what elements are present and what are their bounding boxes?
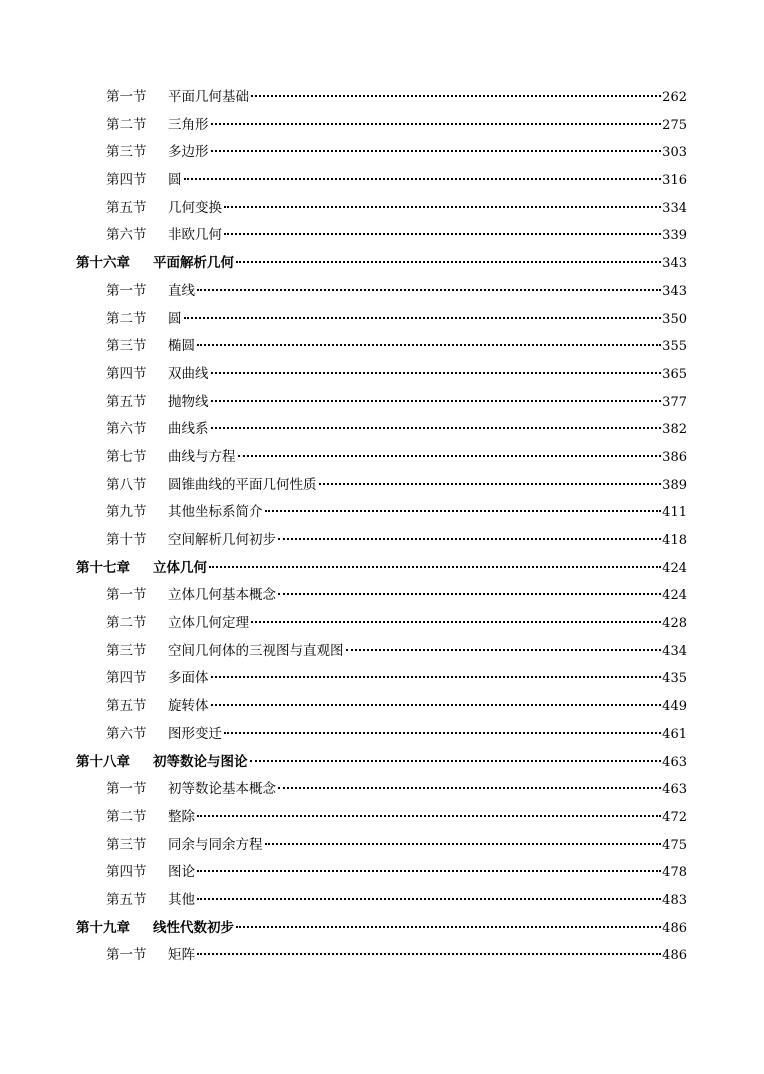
- section-title: 立体几何基本概念: [168, 587, 276, 604]
- chapter-title: 平面解析几何: [153, 255, 234, 272]
- page-number: 365: [662, 366, 687, 382]
- section-number: 第一节: [106, 282, 147, 299]
- section-number: 第八节: [106, 476, 147, 493]
- page-number: 418: [662, 533, 687, 548]
- page-number: 350: [662, 311, 687, 327]
- dot-leader: [265, 843, 662, 845]
- toc-section-entry[interactable]: [0, 665, 764, 693]
- section-number: 第四节: [106, 172, 147, 189]
- toc-section-entry[interactable]: [0, 527, 764, 555]
- section-title: 空间几何体的三视图与直观图: [168, 642, 344, 659]
- section-number: 第一节: [106, 587, 147, 604]
- page-number: 424: [662, 560, 687, 576]
- section-number: 第七节: [106, 448, 147, 465]
- dot-leader: [224, 233, 661, 235]
- dot-leader: [197, 953, 661, 955]
- section-number: 第五节: [106, 199, 147, 216]
- page-number: 389: [662, 477, 687, 493]
- dot-leader: [184, 178, 662, 180]
- toc-section-entry[interactable]: [0, 389, 764, 417]
- page-number: 386: [662, 449, 687, 465]
- toc-section-entry[interactable]: [0, 610, 764, 638]
- dot-leader: [211, 400, 662, 402]
- table-of-contents: [0, 84, 764, 970]
- page-number: 355: [662, 339, 687, 355]
- dot-leader: [197, 870, 661, 872]
- section-title: 圆: [168, 172, 182, 189]
- section-title: 空间解析几何初步: [168, 532, 276, 548]
- dot-leader: [209, 566, 661, 568]
- toc-chapter-entry[interactable]: [0, 915, 764, 943]
- section-number: 第九节: [106, 504, 147, 521]
- dot-leader: [265, 510, 662, 512]
- chapter-number: 第十九章: [76, 919, 130, 936]
- section-number: 第六节: [106, 227, 147, 244]
- dot-leader: [250, 760, 662, 762]
- page-number: 411: [662, 505, 687, 521]
- toc-section-entry[interactable]: [0, 693, 764, 721]
- toc-section-entry[interactable]: [0, 195, 764, 223]
- page-number: 428: [662, 616, 687, 632]
- section-number: 第二节: [106, 116, 147, 133]
- section-title: 几何变换: [168, 199, 222, 216]
- dot-leader: [211, 676, 662, 678]
- page-number: 475: [662, 837, 687, 853]
- toc-section-entry[interactable]: [0, 333, 764, 361]
- dot-leader: [197, 289, 661, 291]
- dot-leader: [211, 372, 662, 374]
- dot-leader: [184, 317, 662, 319]
- section-number: 第五节: [106, 393, 147, 410]
- page-number: 334: [662, 200, 687, 216]
- section-number: 第四节: [106, 670, 147, 687]
- page-number: 343: [662, 256, 687, 272]
- section-title: 旋转体: [168, 698, 209, 715]
- section-number: 第四节: [106, 365, 147, 382]
- page-number: 461: [662, 726, 687, 742]
- toc-section-entry[interactable]: [0, 887, 764, 915]
- toc-section-entry[interactable]: [0, 139, 764, 167]
- section-number: 第一节: [106, 89, 147, 105]
- chapter-number: 第十八章: [76, 753, 130, 770]
- chapter-number: 第十六章: [76, 255, 130, 272]
- section-title: 非欧几何: [168, 227, 222, 244]
- chapter-title: 线性代数初步: [153, 919, 234, 936]
- dot-leader: [238, 455, 662, 457]
- section-title: 图形变迁: [168, 725, 222, 742]
- toc-section-entry[interactable]: [0, 222, 764, 250]
- chapter-title: 初等数论与图论: [153, 753, 248, 770]
- page-number: 316: [662, 173, 687, 189]
- section-number: 第二节: [106, 310, 147, 327]
- section-number: 第三节: [106, 338, 147, 355]
- dot-leader: [197, 898, 661, 900]
- page-number: 486: [662, 920, 687, 936]
- page-number: 486: [662, 948, 687, 964]
- page-number: 478: [662, 865, 687, 881]
- page-number: 339: [662, 228, 687, 244]
- section-number: 第六节: [106, 421, 147, 438]
- toc-section-entry[interactable]: [0, 638, 764, 666]
- section-number: 第六节: [106, 725, 147, 742]
- toc-chapter-entry[interactable]: [0, 749, 764, 777]
- section-title: 抛物线: [168, 393, 209, 410]
- toc-section-entry[interactable]: [0, 167, 764, 195]
- section-title: 矩阵: [168, 947, 195, 964]
- page-number: 377: [662, 394, 687, 410]
- page-number: 343: [662, 283, 687, 299]
- toc-section-entry[interactable]: [0, 112, 764, 140]
- toc-section-entry[interactable]: [0, 721, 764, 749]
- section-number: 第一节: [106, 947, 147, 964]
- dot-leader: [319, 483, 662, 485]
- dot-leader: [197, 815, 661, 817]
- dot-leader: [224, 732, 661, 734]
- chapter-number: 第十七章: [76, 559, 130, 576]
- toc-section-entry[interactable]: [0, 942, 764, 970]
- page-number: 434: [662, 643, 687, 659]
- dot-leader: [224, 206, 661, 208]
- toc-section-entry[interactable]: [0, 444, 764, 472]
- section-title: 其他坐标系简介: [168, 504, 263, 521]
- toc-section-entry[interactable]: [0, 306, 764, 334]
- toc-section-entry[interactable]: [0, 416, 764, 444]
- section-number: 第五节: [106, 698, 147, 715]
- toc-chapter-entry[interactable]: [0, 250, 764, 278]
- section-title: 多面体: [168, 670, 209, 687]
- toc-section-entry[interactable]: [0, 361, 764, 389]
- toc-section-entry[interactable]: [0, 776, 764, 804]
- toc-section-entry[interactable]: [0, 582, 764, 610]
- dot-leader: [211, 427, 662, 429]
- section-number: 第四节: [106, 864, 147, 881]
- section-title: 双曲线: [168, 365, 209, 382]
- section-number: 第三节: [106, 144, 147, 161]
- section-number: 第二节: [106, 808, 147, 825]
- page-number: 463: [662, 782, 687, 798]
- section-number: 第二节: [106, 615, 147, 632]
- section-title: 初等数论基本概念: [168, 781, 276, 798]
- section-title: 椭圆: [168, 338, 195, 355]
- section-number: 第三节: [106, 836, 147, 853]
- toc-chapter-entry[interactable]: [0, 555, 764, 583]
- toc-section-entry[interactable]: [0, 859, 764, 887]
- dot-leader: [211, 123, 662, 125]
- toc-section-entry[interactable]: [0, 804, 764, 832]
- page-number: 303: [662, 145, 687, 161]
- dot-leader: [236, 926, 661, 928]
- dot-leader: [251, 95, 661, 97]
- chapter-title: 立体几何: [153, 559, 207, 576]
- section-title: 立体几何定理: [168, 615, 249, 632]
- dot-leader: [211, 704, 662, 706]
- page-number: 424: [662, 588, 687, 604]
- dot-leader: [211, 150, 662, 152]
- toc-section-entry[interactable]: [0, 499, 764, 527]
- dot-leader: [346, 649, 662, 651]
- section-title: 曲线系: [168, 421, 209, 438]
- toc-section-entry[interactable]: [0, 472, 764, 500]
- dot-leader: [251, 621, 661, 623]
- section-title: 其他: [168, 891, 195, 908]
- toc-section-entry[interactable]: [0, 832, 764, 860]
- page-number: 275: [662, 117, 687, 133]
- page-number: 483: [662, 892, 687, 908]
- section-number: 第三节: [106, 642, 147, 659]
- dot-leader: [278, 538, 661, 540]
- page-number: 463: [662, 754, 687, 770]
- section-title: 直线: [168, 282, 195, 299]
- page-number: 435: [662, 671, 687, 687]
- section-title: 曲线与方程: [168, 448, 236, 465]
- dot-leader: [236, 261, 661, 263]
- section-title: 整除: [168, 808, 195, 825]
- page-number: 449: [662, 699, 687, 715]
- section-title: 圆: [168, 310, 182, 327]
- dot-leader: [197, 344, 661, 346]
- section-number: 第一节: [106, 781, 147, 798]
- page-number: 262: [662, 90, 687, 105]
- section-title: 三角形: [168, 116, 209, 133]
- section-title: 同余与同余方程: [168, 836, 263, 853]
- section-title: 圆锥曲线的平面几何性质: [168, 476, 317, 493]
- dot-leader: [278, 787, 661, 789]
- section-number: 第五节: [106, 891, 147, 908]
- toc-section-entry[interactable]: [0, 278, 764, 306]
- dot-leader: [278, 593, 661, 595]
- section-title: 平面几何基础: [168, 89, 249, 105]
- section-title: 多边形: [168, 144, 209, 161]
- section-title: 图论: [168, 864, 195, 881]
- section-number: 第十节: [106, 532, 147, 548]
- page-number: 382: [662, 422, 687, 438]
- page-number: 472: [662, 809, 687, 825]
- toc-section-entry[interactable]: [0, 84, 764, 112]
